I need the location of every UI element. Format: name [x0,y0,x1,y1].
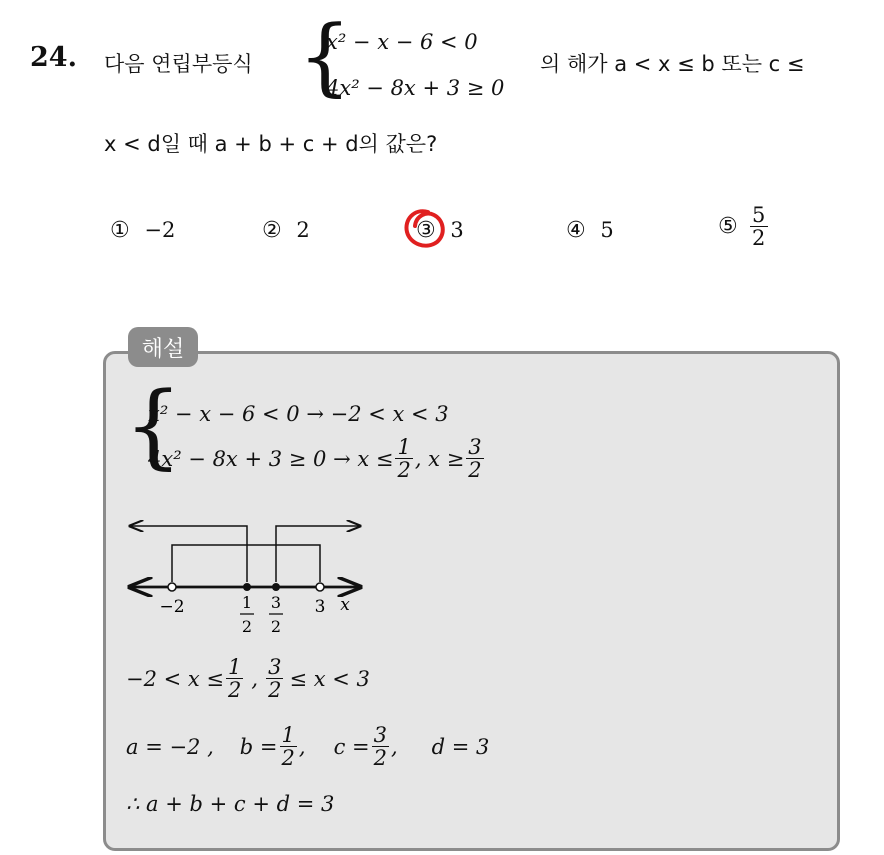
frac-half: $\frac{1}{2}$ [397,435,411,483]
value-c-label: c = [333,734,370,759]
solution-values: a = −2 , b = $\frac{1}{2}$ , c = $\frac{3}{2}$ , d = 3 [126,723,490,771]
tick-three-half-den: 2 [270,617,282,636]
choice-5[interactable] [718,204,770,249]
tick-half-den: 2 [241,617,253,636]
choice-1-mark: ① [110,218,130,243]
choice-3-value: 3 [450,218,464,242]
choice-3-mark: ③ [416,218,436,243]
question-number: 24. [30,42,77,73]
choice-4[interactable] [566,218,614,243]
interval-le-half [130,526,247,582]
choice-4-mark: ④ [566,218,586,243]
choice-1[interactable] [110,218,175,243]
choice-4-value: 5 [600,218,614,242]
point-3 [316,583,324,591]
value-b-label: b = [239,734,278,759]
solution-final: ∴ a + b + c + d = 3 [126,792,335,816]
tick-neg2: −2 [159,597,185,617]
solution-brace: { [124,372,183,479]
system-brace: { [298,7,352,105]
choice-2-mark: ② [262,218,282,243]
frac-three-half: $\frac{3}{2}$ [468,435,482,483]
choice-1-value: −2 [144,218,176,242]
choice-2-value: 2 [296,218,310,242]
solution-row-2: 4x² − 8x + 3 ≥ 0 → x ≤ $\frac{1}{2}$ , x ≥ $\frac{3}{2}$ [148,435,482,483]
question-suffix: 의 해가 a < x ≤ b 또는 c ≤ [540,52,805,76]
interval-ge-three-half [276,526,360,582]
solution-range: −2 < x ≤ $\frac{1}{2}$ , $\frac{3}{2}$ ≤ x < 3 [126,655,370,703]
system-eq-2: 4x² − 8x + 3 ≥ 0 [326,76,505,100]
axis-label-x: x [340,595,350,615]
system-eq-1: x² − x − 6 < 0 [326,30,478,54]
value-a: a = −2 , [126,734,214,759]
interval-neg2-to-3 [172,545,320,582]
question-prefix: 다음 연립부등식 [104,52,253,76]
tick-3: 3 [314,597,326,617]
selected-answer-circle-icon [400,204,450,254]
number-line-diagram [120,512,380,642]
tick-three-half-num: 3 [270,593,282,612]
point-neg2 [168,583,176,591]
value-d: d = 3 [431,734,490,759]
point-half [243,583,251,591]
question-line2: x < d일 때 a + b + c + d의 값은? [104,132,438,156]
point-three-half [272,583,280,591]
choice-5-value: $\frac{5}{2}$ [750,204,768,249]
choice-2[interactable] [262,218,310,243]
choice-5-mark: ⑤ [718,214,738,240]
solution-tag: 해설 [128,327,198,367]
solution-row-1: x² − x − 6 < 0 → −2 < x < 3 [148,402,449,426]
tick-half-num: 1 [241,593,253,612]
